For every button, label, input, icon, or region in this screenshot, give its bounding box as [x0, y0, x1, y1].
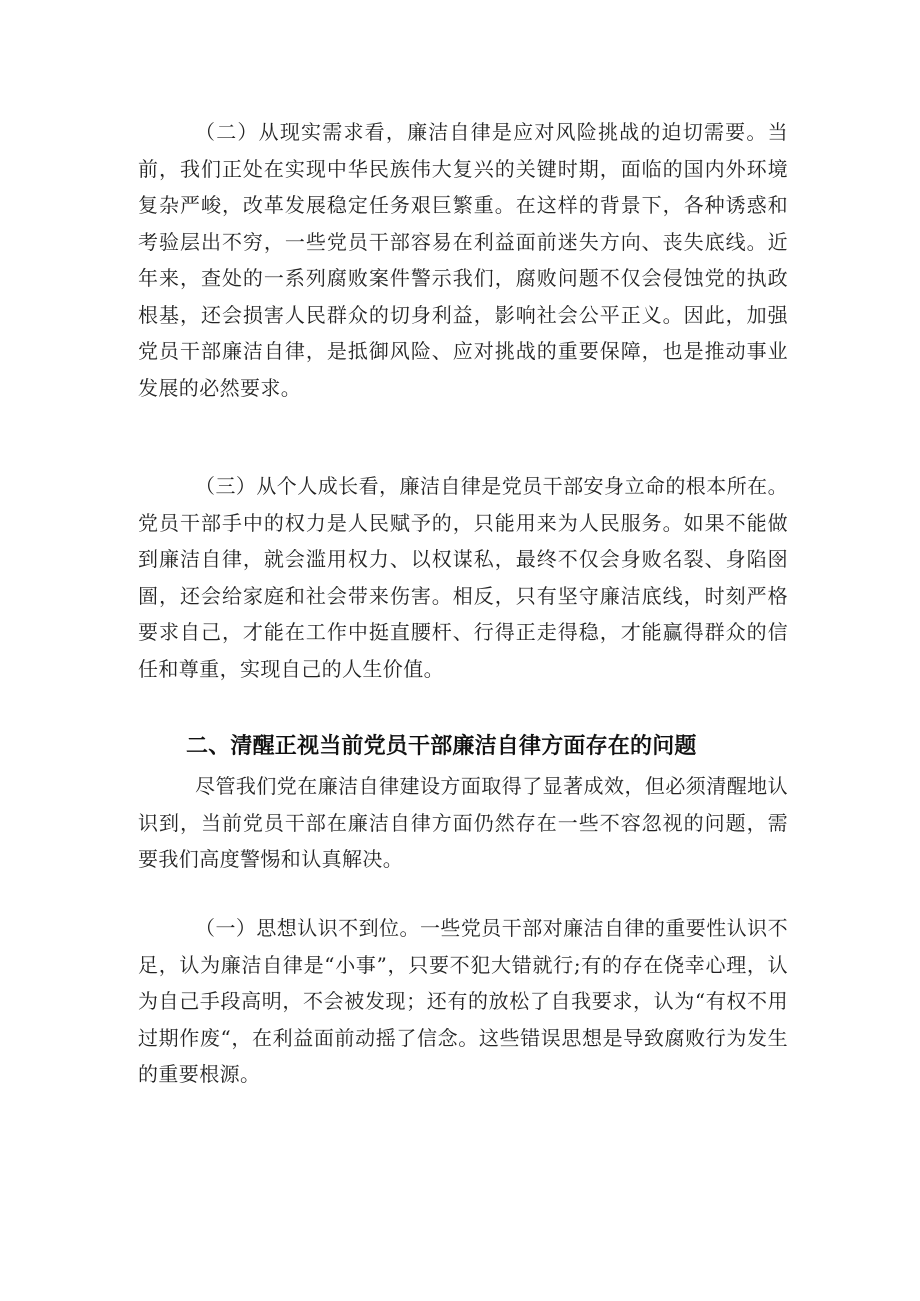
paragraph-risk-challenges: （二）从现实需求看，廉洁自律是应对风险挑战的迫切需要。当前，我们正处在实现中华民族伟大复兴的关键时期，面临的国内外环境复杂严峻，改革发展稳定任务艰巨繁重。在这样的背景下，各种诱惑和考验层出不穷，一些党员干部容易在利益面前迷失方向、丧失底线。近年来，查处的一系列腐败案件警示我们，腐败问题不仅会侵蚀党的执政根基，还会损害人民群众的切身利益，影响社会公平正义。因此，加强党员干部廉洁自律，是抵御风险、应对挑战的重要保障，也是推动事业发展的必然要求。 — [138, 120, 788, 400]
paragraph-section-intro: 尽管我们党在廉洁自律建设方面取得了显著成效，但必须清醒地认识到，当前党员干部在廉洁自律方面仍然存在一些不容忽视的问题，需要我们高度警惕和认真解决。 — [138, 774, 788, 871]
paragraph-ideological-awareness: （一）思想认识不到位。一些党员干部对廉洁自律的重要性认识不足，认为廉洁自律是“小事”，只要不犯大错就行;有的存在侥幸心理，认为自己手段高明，不会被发现；还有的放松了自我要求，认为“有权不用过期作废“，在利益面前动摇了信念。这些错误思想是导致腐败行为发生的重要根源。 — [138, 916, 788, 1086]
section-heading-two: 二、清醒正视当前党员干部廉洁自律方面存在的问题 — [186, 734, 697, 759]
paragraph-personal-growth: （三）从个人成长看，廉洁自律是党员干部安身立命的根本所在。党员干部手中的权力是人民赋予的，只能用来为人民服务。如果不能做到廉洁自律，就会滥用权力、以权谋私，最终不仅会身败名裂、身陷囹圄，还会给家庭和社会带来伤害。相反，只有坚守廉洁底线，时刻严格要求自己，才能在工作中挺直腰杆、行得正走得稳，才能赢得群众的信任和尊重，实现自己的人生价值。 — [138, 474, 788, 681]
